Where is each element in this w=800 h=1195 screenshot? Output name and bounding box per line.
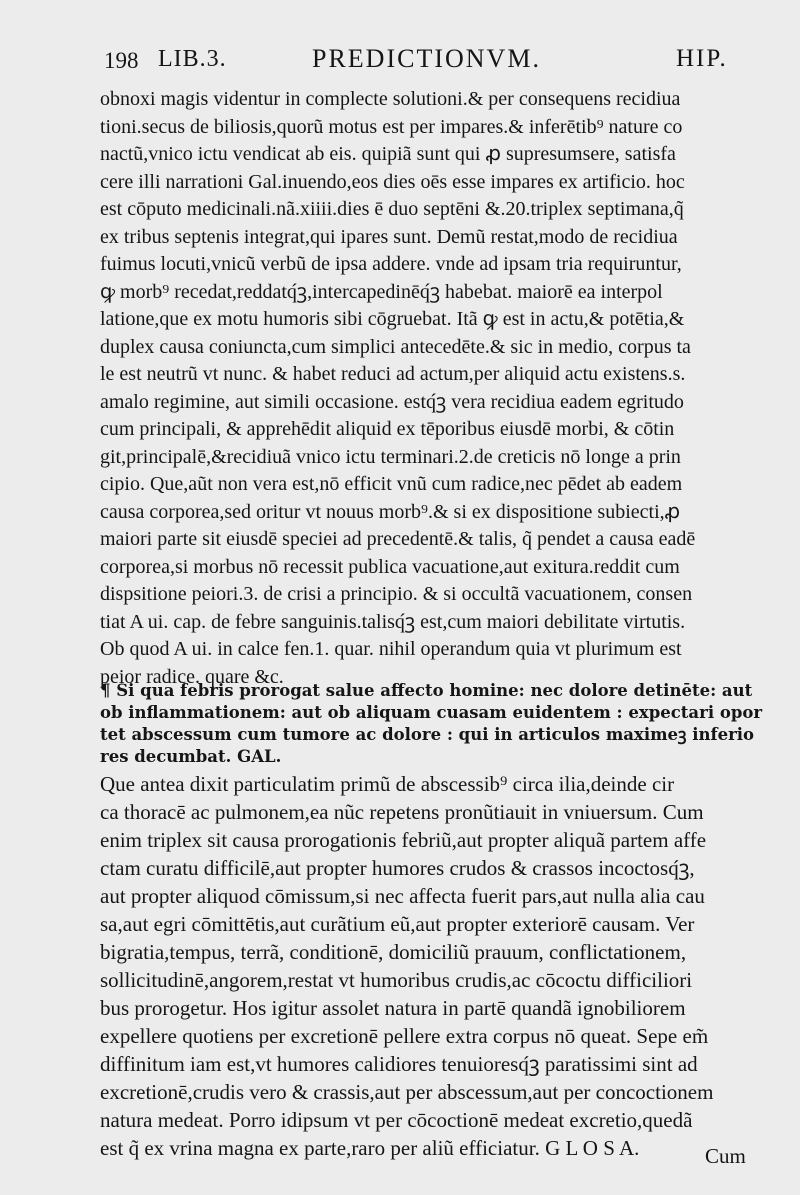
catchword: Cum <box>705 1144 746 1168</box>
text-line: sollicitudinē,angorem,restat vt humoribus crudis,ac cōcoctu difficiliori <box>100 968 693 992</box>
text-line: cipio. Que,aũt non vera est,nō efficit vnũ cum radice,nec pēdet ab eadem <box>100 473 683 495</box>
text-line: tiat A ui. cap. de febre sanguinis.talisq́ꝫ est,cum maiori debilitate virtutis. <box>100 610 686 633</box>
text-line: ctam curatu difficilē,aut propter humores crudos & crassos incoctosq́ꝫ, <box>100 856 695 880</box>
commentary-block <box>100 86 770 691</box>
text-line: natura medeat. Porro idipsum vt per cōcoctionē medeat excretio,quedã <box>100 1108 693 1132</box>
text-line: est cōputo medicinali.nã.xiiii.dies ē duo septēni &.20.triplex septimana,q̃ <box>100 198 684 220</box>
lemma-line: res decumbat. GAL. <box>100 747 282 766</box>
gloss-block <box>100 770 770 1162</box>
lemma-line: ob inflammationem: aut ob aliquam cuasam euidentem : expectari opor <box>100 703 763 722</box>
text-line: diffinitum iam est,vt humores calidiores tenuioresq́ꝫ paratissimi sint ad <box>100 1052 698 1076</box>
text-line: maiori parte sit eiusdē speciei ad precedentē.& talis, q̃ pendet a causa eadē <box>100 528 696 550</box>
text-line: Que antea dixit particulatim primũ de abscessib⁹ circa ilia,deinde cir <box>100 772 675 796</box>
text-line: amalo regimine, aut simili occasione. estq́ꝫ vera recidiua eadem egritudo <box>100 390 684 413</box>
lemma-line: tet abscessum cum tumore ac dolore : qui in articulos maximeꝫ inferio <box>100 725 755 744</box>
author-abbrev: HIP. <box>676 45 728 72</box>
text-line: dispsitione peiori.3. de crisi a principio. & si occultã vacuationem, consen <box>100 583 693 605</box>
text-line: causa corporea,sed oritur vt nouus morb⁹.& si ex dispositione subiecti,ꝓ <box>100 500 681 523</box>
text-line: est q̃ ex vrina magna ex parte,raro per aliũ efficiatur. G L O S A. <box>100 1136 640 1160</box>
text-line: fuimus locuti,vnicũ verbũ de ipsa addere. vnde ad ipsam tria requiruntur, <box>100 253 682 275</box>
book-label: LIB.3. <box>158 46 227 72</box>
text-line: ca thoracē ac pulmonem,ea nũc repetens pronũtiauit in vniuersum. Cum <box>100 800 704 824</box>
text-line: aut propter aliquod cōmissum,si nec affecta fuerit pars,aut nulla alia cau <box>100 884 705 908</box>
text-line: expellere quotiens per excretionē pellere extra corpus nō queat. Sepe em̃ <box>100 1024 709 1048</box>
text-line: obnoxi magis videntur in complecte solutioni.& per consequens recidiua <box>100 88 681 110</box>
aphorism-lemma <box>100 680 770 768</box>
text-line: bigratia,tempus, terrã, conditionē, domiciliũ prauum, conflictationem, <box>100 940 687 964</box>
text-line: bus prorogetur. Hos igitur assolet natura in partē quandã ignobiliorem <box>100 996 686 1020</box>
text-line: tioni.secus de biliosis,quorũ motus est per impares.& inferētib⁹ nature co <box>100 115 683 138</box>
text-line: excretionē,crudis vero & crassis,aut per abscessum,aut per concoctionem <box>100 1080 714 1104</box>
running-title: PREDICTIONVM. <box>312 44 541 73</box>
text-line: corporea,si morbus nō recessit publica vacuatione,aut exitura.reddit cum <box>100 555 680 578</box>
text-line: cum principali, & apprehēdit aliquid ex tēporibus eiusdē morbi, & cōtin <box>100 418 675 440</box>
folio-number: 198 <box>104 48 139 73</box>
text-line: le est neutrũ vt nunc. & habet reduci ad actum,per aliquid actu existens.s. <box>100 363 686 385</box>
running-head <box>100 42 790 82</box>
text-line: Ob quod A ui. in calce fen.1. quar. nihil operandum quia vt plurimum est <box>100 638 682 660</box>
text-line: latione,que ex motu humoris sibi cōgruebat. Itã ꝙ est in actu,& potētia,& <box>100 308 685 330</box>
lemma-line: ¶ Si qua febris prorogat salue affecto homine: nec dolore detinēte: aut <box>100 681 753 700</box>
text-line: duplex causa coniuncta,cum simplici antecedēte.& sic in medio, corpus ta <box>100 335 691 358</box>
text-line: cere illi narrationi Gal.inuendo,eos dies oēs esse impares ex artificio. hoc <box>100 170 685 193</box>
text-line: peior radice. quare &c. <box>100 665 284 688</box>
text-line: enim triplex sit causa prorogationis febriũ,aut propter aliquã partem affe <box>100 828 707 852</box>
text-line: ꝙ morb⁹ recedat,reddatq́ꝫ,intercapedinēq́ꝫ habebat. maiorē ea interpol <box>100 280 663 303</box>
text-line: git,principalē,&recidiuã vnico ictu terminari.2.de creticis nō longe a prin <box>100 445 681 468</box>
text-line: nactũ,vnico ictu vendicat ab eis. quipiã sunt qui ꝓ supresumsere, satisfa <box>100 143 676 165</box>
text-line: ex tribus septenis integrat,qui ipares sunt. Demũ restat,modo de recidiua <box>100 225 678 248</box>
text-line: sa,aut egri cōmittētis,aut curãtium eũ,aut propter exteriorē causam. Ver <box>100 912 695 936</box>
